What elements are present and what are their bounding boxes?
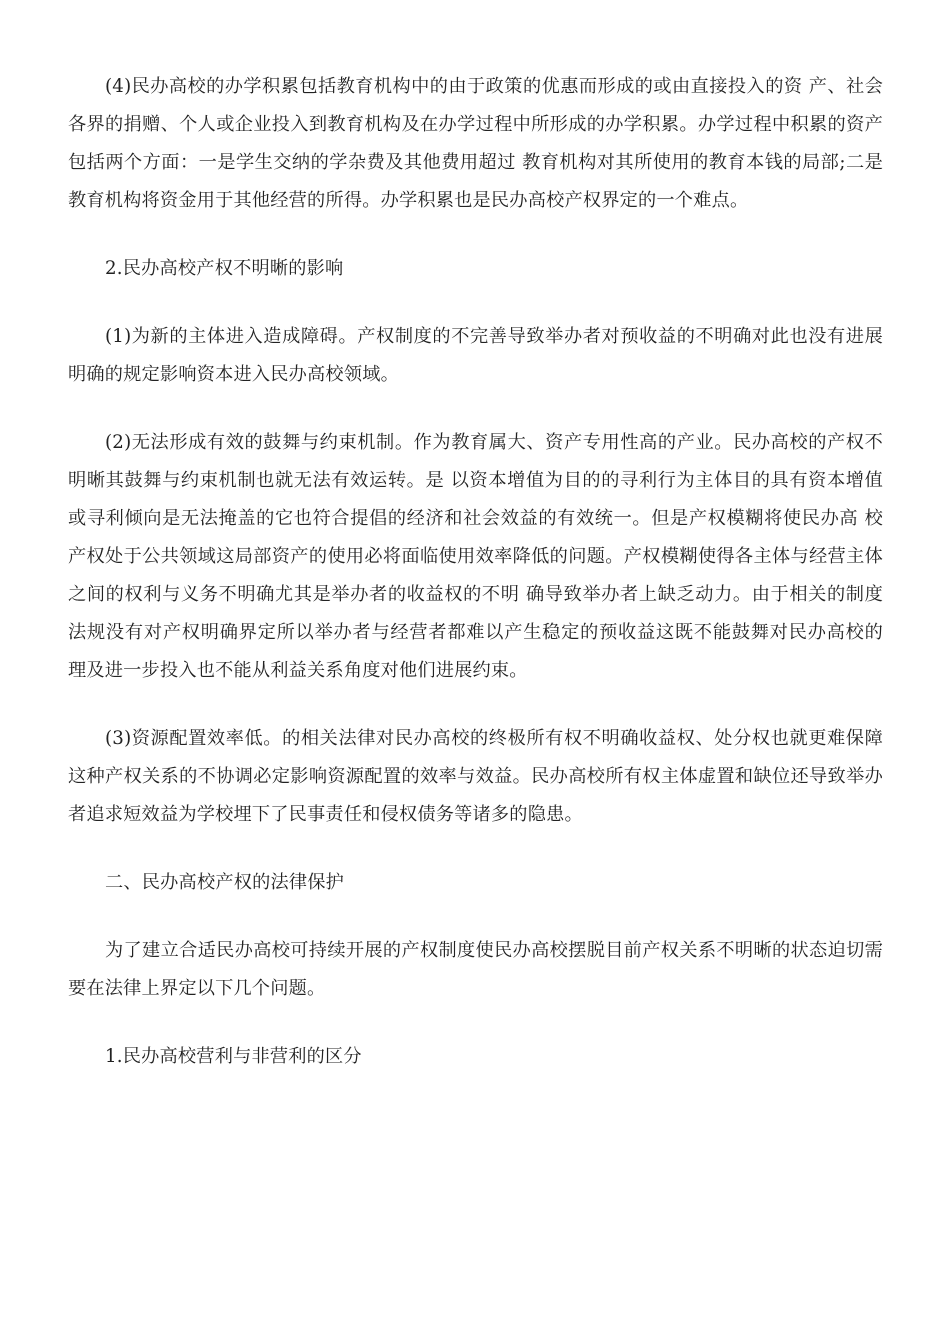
document-body — [68, 68, 883, 1076]
paragraph-intro: 为了建立合适民办高校可持续开展的产权制度使民办高校摆脱目前产权关系不明晰的状态迫切需要在法律上界定以下几个问题。 — [68, 940, 883, 999]
section-heading-2: 2.民办高校产权不明晰的影响 — [105, 258, 344, 279]
paragraph-item-1: (1)为新的主体进入造成障碍。产权制度的不完善导致举办者对预收益的不明确对此也没有进展明确的规定影响资本进入民办高校领域。 — [68, 326, 883, 385]
section-heading-1: 1.民办高校营利与非营利的区分 — [105, 1046, 362, 1067]
paragraph-item-2: (2)无法形成有效的鼓舞与约束机制。作为教育属大、资产专用性高的产业。民办高校的产权不明晰其鼓舞与约束机制也就无法有效运转。是 以资本增值为目的的寻利行为主体目的具有资本增值或寻利倾向是无法掩盖的它也符合提倡的经济和社会效益的有效统一。但是产权模糊将使民办高 校产权处于公共领域这局部资产的使用必将面临使用效率降低的问题。产权模糊使得各主体与经营主体之间的权利与义务不明确尤其是举办者的收益权的不明 确导致举办者上缺乏动力。由于相关的制度法规没有对产权明确界定所以举办者与经营者都难以产生稳定的预收益这既不能鼓舞对民办高校的 理及进一步投入也不能从利益关系角度对他们进展约束。 — [68, 432, 883, 681]
chapter-heading-legal-protection: 二、民办高校产权的法律保护 — [105, 872, 345, 893]
paragraph-item-3: (3)资源配置效率低。的相关法律对民办高校的终极所有权不明确收益权、处分权也就更难保障这种产权关系的不协调必定影响资源配置的效率与效益。民办高校所有权主体虚置和缺位还导致举办者追求短效益为学校埋下了民事责任和侵权债务等诸多的隐患。 — [68, 728, 883, 825]
paragraph-accumulation: (4)民办高校的办学积累包括教育机构中的由于政策的优惠而形成的或由直接投入的资 产、社会各界的捐赠、个人或企业投入到教育机构及在办学过程中所形成的办学积累。办学过程中积累的资产包括两个方面：一是学生交纳的学杂费及其他费用超过 教育机构对其所使用的教育本钱的局部;二是教育机构将资金用于其他经营的所得。办学积累也是民办高校产权界定的一个难点。 — [68, 76, 883, 211]
